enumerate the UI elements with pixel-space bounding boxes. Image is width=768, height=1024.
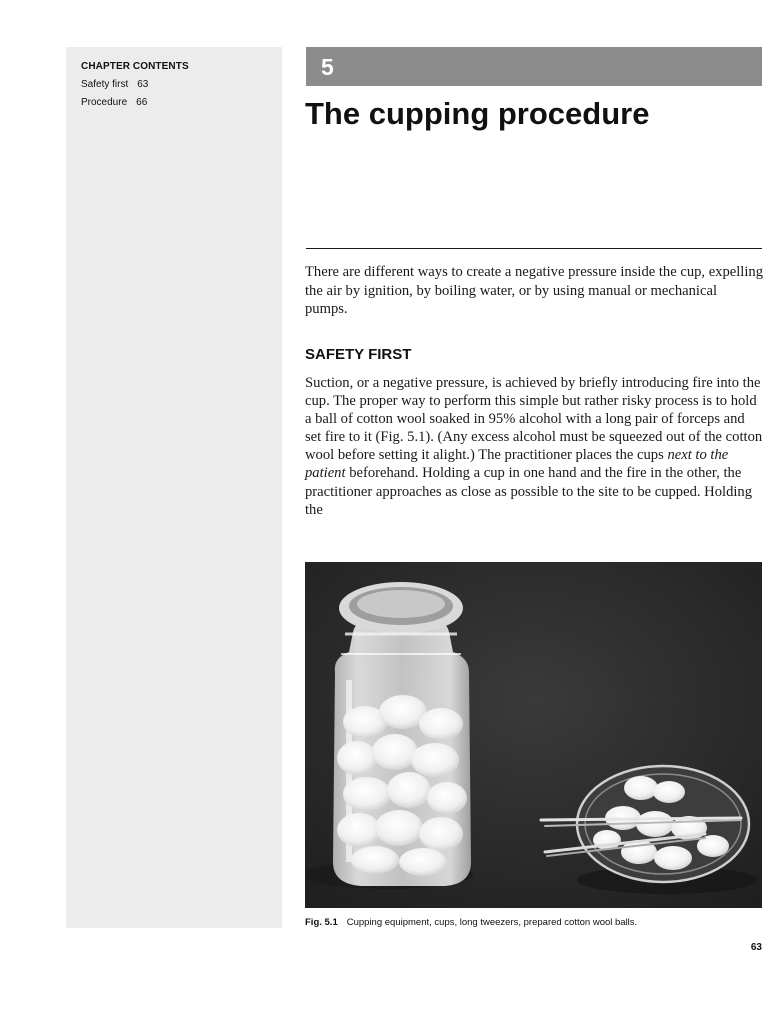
figure-photo [305, 562, 762, 908]
paragraph-text: beforehand. Holding a cup in one hand and the fire in the other, the practitioner approaches as close as possible to the site to be cupped. Holding the [305, 465, 753, 518]
figure-caption [305, 917, 637, 928]
page-number: 63 [750, 942, 762, 953]
contents-item-procedure[interactable] [81, 96, 148, 114]
contents-item-label: Procedure [81, 97, 128, 108]
safety-first-paragraph [305, 374, 763, 519]
contents-item-page: 63 [137, 79, 149, 90]
chapter-number-band [306, 47, 762, 86]
section-heading-safety-first: SAFETY FIRST [305, 346, 412, 363]
chapter-contents-sidebar [66, 47, 282, 928]
cupping-equipment-photo [305, 562, 762, 908]
intro-paragraph: There are different ways to create a negative pressure inside the cup, expelling the air by ignition, by boiling water, or by using manual or mechanical pumps. [305, 264, 764, 318]
chapter-contents-list [81, 78, 148, 114]
chapter-number: 5 [321, 54, 334, 80]
emphasized-text: next to the patient [305, 447, 729, 482]
chapter-contents-heading: CHAPTER CONTENTS [81, 61, 189, 72]
contents-item-page: 66 [136, 97, 148, 108]
contents-item-label: Safety first [81, 79, 129, 90]
chapter-title: The cupping procedure [305, 96, 650, 131]
figure-caption-text: Cupping equipment, cups, long tweezers, prepared cotton wool balls. [346, 917, 638, 928]
paragraph-text: Suction, or a negative pressure, is achieved by briefly introducing fire into the cup. The proper way to perform this simple but rather risky process is to hold a ball of cotton wool soaked in 95% alcohol with a long pair of forceps and set fire to it (Fig. 5.1). (Any excess alcohol must be squeezed out of the cotton wool before setting it alight.) The practitioner places the cups [305, 375, 763, 464]
title-divider [306, 248, 762, 249]
figure-label: Fig. 5.1 [305, 917, 338, 928]
contents-item-safety-first[interactable] [81, 78, 148, 96]
